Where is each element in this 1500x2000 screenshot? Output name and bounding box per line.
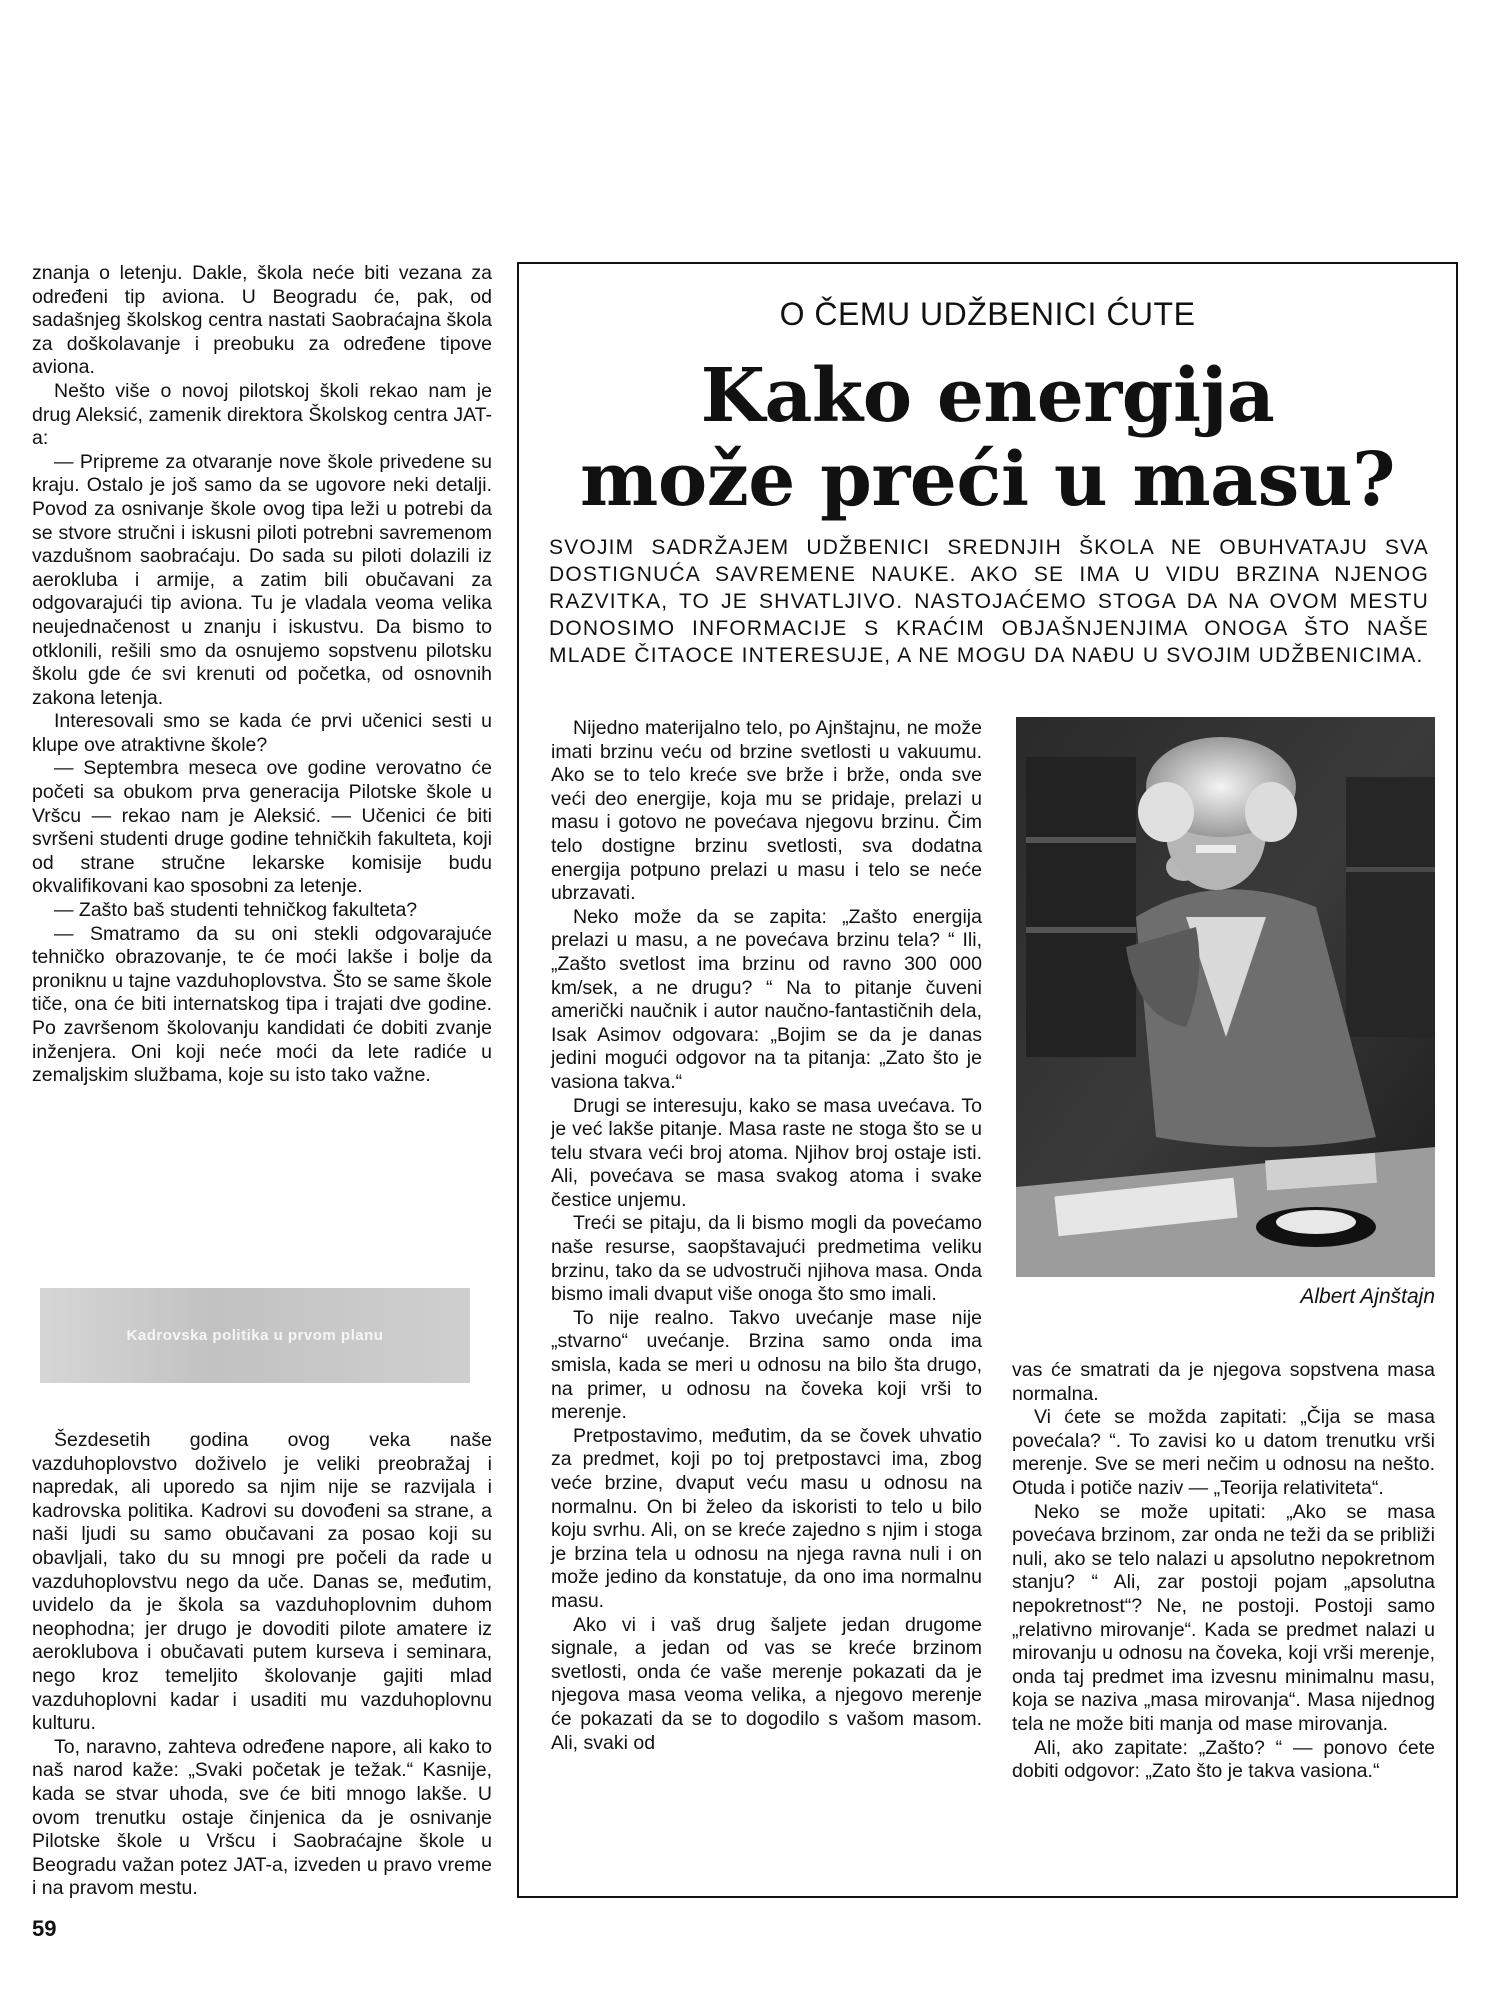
left-paragraph: Nešto više o novoj pilotskoj školi rekao nam je drug Aleksić, zamenik direktora Školskog centra JAT-a: <box>32 379 492 450</box>
left-column <box>32 262 492 1088</box>
article-paragraph: Nijedno materijalno telo, po Ajnštajnu, ne može imati brzinu veću od brzine svetlosti u vakuumu. Ako se to telo kreće sve brže i brže, onda sve veći deo energije, koja mu se pridaje, prelazi u masu i gotovo ne povećava njegovu brzinu. Čim telo dostigne brzinu svetlosti, sva dodatna energija potpuno prelazi u masu i telo se neće ubrzavati. <box>551 717 982 905</box>
article-paragraph: To nije realno. Takvo uvećanje mase nije „stvarno“ uvećanje. Brzina samo onda ima smisla, kada se meri u odnosu na bilo šta drugo, na primer, u odnosu na čoveka koji vrši to merenje. <box>551 1306 982 1424</box>
article-column-2 <box>1012 1359 1435 1784</box>
article-paragraph: Treći se pitaju, da li bismo mogli da povećamo naše resurse, saopštavajući predmetima veliku brzinu, tako da se udvostruči njihova masa. Onda bismo imali dvaput više onoga što smo imali. <box>551 1212 982 1306</box>
sidebar-heading-banner <box>40 1288 470 1383</box>
article-kicker: O ČEMU UDŽBENICI ĆUTE <box>779 296 1196 332</box>
headline-line-1: Kako energija <box>700 353 1275 439</box>
einstein-photo <box>1016 717 1435 1277</box>
article-column-1 <box>551 717 982 1755</box>
article-paragraph: Neko se može upitati: „Ako se masa povećava brzinom, zar onda ne teži da se približi nuli, ako se telo nalazi u apsolutno nepokretnom stanju? “ Ali, zar postoji pojam „apsolutna nepokretnost“? Ne, ne postoji. Postoji samo „relativno mirovanje“. Kada se predmet nalazi u mirovanju u odnosu na čoveka, koji vrši merenje, onda taj predmet ima izvesnu minimalnu masu, koja se naziva „masa mirovanja“. Masa nijednog tela ne može biti manja od mase mirovanja. <box>1012 1500 1435 1735</box>
article-box <box>517 262 1458 1898</box>
left-column-bottom <box>32 1429 492 1901</box>
article-headline <box>519 354 1456 522</box>
sidebar-heading: Kadrovska politika u prvom planu <box>126 1327 384 1344</box>
article-paragraph: Pretpostavimo, međutim, da se čovek uhvatio za predmet, koji po toj pretpostavci ima, zbog veće brzine, dvaput veću masu u odnosu na normalnu. On bi želeo da iskoristi to telo u bilo koju svrhu. Ali, on se kreće zajedno s njim i stoga je brzina tela u odnosu na njega ravna nuli i on može jedino da konstatuje, da ono ima normalnu masu. <box>551 1424 982 1612</box>
article-paragraph: Drugi se interesuju, kako se masa uvećava. To je već lakše pitanje. Masa raste ne stoga što se u telu stvara veći broj atoma. Njihov broj ostaje isti. Ali, povećava se masa svakog atoma i svake čestice unjemu. <box>551 1094 982 1211</box>
article-paragraph: Ako vi i vaš drug šaljete jedan drugome signale, a jedan od vas se kreće brzinom svetlosti, onda će vaše merenje pokazati da je njegova masa veoma velika, a njegovo merenje će pokazati da se to dogodilo s vašom masom. Ali, svaki od <box>551 1613 982 1754</box>
article-paragraph: Vi ćete se možda zapitati: „Čija se masa povećala? “. To zavisi ko u datom trenutku vrši merenje. Sve se meri nečim u odnosu na nešto. Otuda i potiče naziv — „Teorija relativiteta“. <box>1012 1406 1435 1499</box>
photo-figure <box>1016 717 1435 1308</box>
left-paragraph: Interesovali smo se kada će prvi učenici sesti u klupe ove atraktivne škole? <box>32 710 492 756</box>
left-bottom-paragraph: Šezdesetih godina ovog veka naše vazduhoplovstvo doživelo je veliki preobražaj i napredak, ali uporedo sa njim nije se razvijala i kadrovska politika. Kadrovi su dovođeni sa strane, a naši ljudi su samo obučavani za posao koji su obavljali, tako du su mnogi pre počeli da rade u vazduhoplovstvu nego da uče. Danas se, međutim, uvidelo da je škola sa vazduhoplovnim duhom neophodna; jer drugo je dovoditi pilote amatere iz aeroklubova i obučavati putem kurseva i seminara, nego kroz temeljito školovanje gajiti mlad vazduhoplovni kadar i usaditi mu vazduhoplovnu kulturu. <box>32 1429 492 1735</box>
left-paragraph: — Smatramo da su oni stekli odgovarajuće tehničko obrazovanje, te će moći lakše i bolje da proniknu u tajne vazduhoplovstva. Što se same škole tiče, ona će biti internatskog tipa i trajati dve godine. Po završenom školovanju kandidati će dobiti zvanje inženjera. Oni koji neće moći da lete radiće u zemaljskim službama, koje su isto tako važne. <box>32 922 492 1087</box>
left-paragraph: — Septembra meseca ove godine verovatno će početi sa obukom prva generacija Pilotske škole u Vršcu — rekao nam je Aleksić. — Učenici će biti svršeni studenti druge godine tehničkih fakulteta, koji od strane stručne lekarske komisije budu okvalifikovani kao sposobni za letenje. <box>32 757 492 898</box>
page-number: 59 <box>32 1916 57 1941</box>
article-paragraph: Neko može da se zapita: „Zašto energija prelazi u masu, a ne povećava brzinu tela? “ Ili, „Zašto svetlost ima brzinu od ravno 300 000 km/sek, a ne drugu? “ Na to pitanje čuveni američki naučnik i autor naučno-fantastičnih dela, Isak Asimov odgovara: „Bojim se da je danas jedini mogući odgovor na ta pitanja: „Zato što je vasiona takva.“ <box>551 905 982 1093</box>
left-paragraph: znanja o letenju. Dakle, škola neće biti vezana za određeni tip aviona. U Beogradu će, pak, od sadašnjeg školskog centra nastati Saobraćajna škola za doškolavanje i preobuku za određene tipove aviona. <box>32 262 492 379</box>
article-paragraph: vas će smatrati da je njegova sopstvena masa normalna. <box>1012 1359 1435 1405</box>
article-paragraph: Ali, ako zapitate: „Zašto? “ — ponovo ćete dobiti odgovor: „Zato što je takva vasiona.“ <box>1012 1736 1435 1783</box>
photo-caption: Albert Ajnštajn <box>1300 1285 1435 1308</box>
left-paragraph: — Pripreme za otvaranje nove škole privedene su kraju. Ostalo je još samo da se ugovore neki detalji. Povod za osnivanje škole ovog tipa leži u potrebi da se stvore stručni i iskusni piloti potrebni savremenom vazdušnom saobraćaju. Do sada su piloti dolazili iz aerokluba i armije, a zatim bili obučavani za odgovarajući tip aviona. Tu je vladala veoma velika neujednačenost u znanju i iskustvu. Da bismo to otklonili, rešili smo da osnujemo sopstvenu pilotsku školu gde će svi krenuti od početka, od osnovnih zakona letenja. <box>32 450 492 709</box>
left-paragraph: — Zašto baš studenti tehničkog fakulteta? <box>54 899 418 922</box>
article-lead: SVOJIM SADRŽAJEM UDŽBENICI SREDNJIH ŠKOLA NE OBUHVATAJU SVA DOSTIGNUĆA SAVREMENE NAUKE. AKO SE IMA U VIDU BRZINA NJENOG RAZVITKA, TO JE SHVATLJIVO. NASTOJAĆEMO STOGA DA NA OVOM MESTU DONOSIMO INFORMACIJE S KRAĆIM OBJAŠNJENJIMA ONOGA ŠTO NAŠE MLADE ČITAOCE INTERESUJE, A NE MOGU DA NAĐU U SVOJIM UDŽBENICIMA. <box>549 536 1429 667</box>
left-bottom-paragraph: To, naravno, zahteva određene napore, ali kako to naš narod kaže: „Svaki početak je težak.“ Kasnije, kada se stvar uhoda, sve će biti mnogo lakše. U ovom trenutku ostaje činjenica da je osnivanje Pilotske škole u Vršcu i Saobraćajne škole u Beogradu važan potez JAT-a, izveden u pravo vreme i na pravom mestu. <box>32 1735 492 1900</box>
headline-line-2: može preći u masu? <box>580 437 1395 523</box>
